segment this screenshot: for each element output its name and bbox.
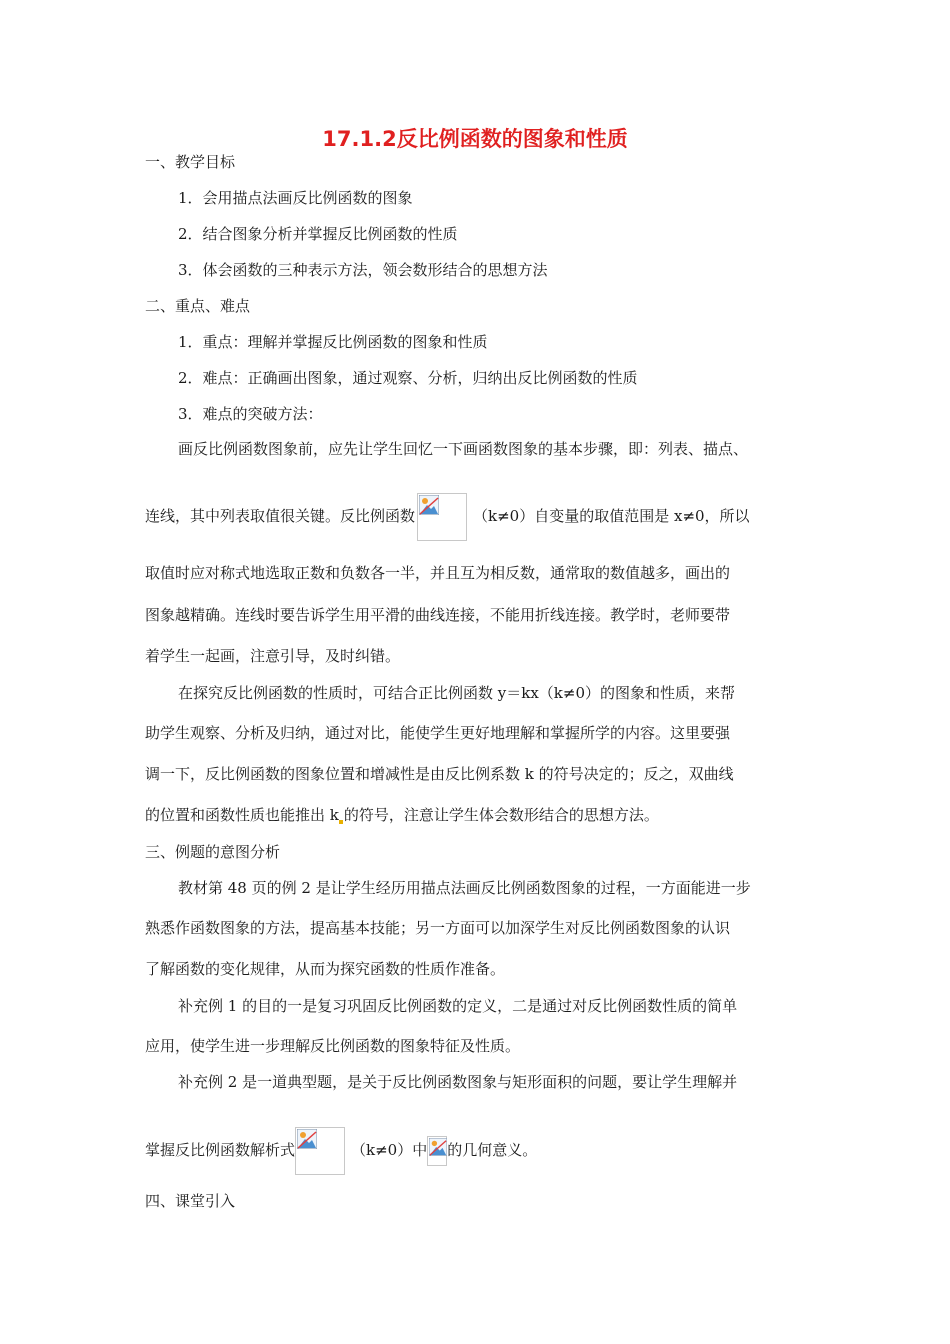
keypoint-item-1: 1．重点：理解并掌握反比例函数的图象和性质 [178, 333, 488, 351]
paragraph-line: 助学生观察、分析及归纳，通过对比，能使学生更好地理解和掌握所学的内容。这里要强 [145, 724, 731, 742]
keypoint-item-3: 3．难点的突破方法： [178, 405, 323, 423]
paragraph-line: 取值时应对称式地选取正数和负数各一半，并且互为相反数，通常取的数值越多，画出的 [145, 564, 731, 582]
text-run: 的位置和函数性质也能推出 k [145, 806, 339, 824]
section-heading-3: 三、例题的意图分析 [145, 843, 281, 861]
objective-item-3: 3．体会函数的三种表示方法，领会数形结合的思想方法 [178, 261, 548, 279]
text-run: 掌握反比例函数解析式 [145, 1141, 296, 1159]
section-heading-1: 一、教学目标 [145, 153, 236, 171]
formula-image-icon [417, 493, 467, 541]
text-run: 的符号，注意让学生体会数形结合的思想方法。 [343, 806, 659, 824]
text-run: （k≠0）中 [351, 1141, 428, 1159]
text-run: （k≠0）自变量的取值范围是 x≠0，所以 [473, 507, 750, 525]
paragraph-line: 教材第 48 页的例 2 是让学生经历用描点法画反比例函数图象的过程，一方面能进一步 [178, 879, 751, 897]
paragraph-line: 补充例 2 是一道典型题，是关于反比例函数图象与矩形面积的问题，要让学生理解并 [178, 1073, 738, 1091]
objective-item-1: 1．会用描点法画反比例函数的图象 [178, 189, 413, 207]
paragraph-line: 应用，使学生进一步理解反比例函数的图象特征及性质。 [145, 1037, 521, 1055]
paragraph-line: 图象越精确。连线时要告诉学生用平滑的曲线连接，不能用折线连接。教学时，老师要带 [145, 606, 731, 624]
paragraph-line [145, 804, 659, 826]
text-run: 的几何意义。 [447, 1141, 538, 1159]
paragraph-line: 画反比例函数图象前，应先让学生回忆一下画函数图象的基本步骤，即：列表、描点、 [178, 440, 749, 458]
keypoint-item-2: 2．难点：正确画出图象，通过观察、分析，归纳出反比例函数的性质 [178, 369, 638, 387]
paragraph-line: 熟悉作函数图象的方法，提高基本技能；另一方面可以加深学生对反比例函数图象的认识 [145, 919, 731, 937]
paragraph-line: 补充例 1 的目的一是复习巩固反比例函数的定义，二是通过对反比例函数性质的简单 [178, 997, 738, 1015]
section-heading-4: 四、课堂引入 [145, 1192, 236, 1210]
paragraph-line: 在探究反比例函数的性质时，可结合正比例函数 y＝kx（k≠0）的图象和性质，来帮 [178, 684, 735, 702]
variable-image-icon [427, 1136, 447, 1166]
paragraph-line: 调一下，反比例函数的图象位置和增减性是由反比例系数 k 的符号决定的；反之，双曲线 [145, 765, 734, 783]
formula-image-icon [295, 1127, 345, 1175]
paragraph-line [145, 493, 750, 543]
text-run: 连线，其中列表取值很关键。反比例函数 [145, 507, 416, 525]
anchor-mark [339, 820, 343, 824]
paragraph-line [145, 1127, 537, 1177]
page-title: 17.1.2反比例函数的图象和性质 [322, 127, 628, 151]
objective-item-2: 2．结合图象分析并掌握反比例函数的性质 [178, 225, 458, 243]
paragraph-line: 着学生一起画，注意引导，及时纠错。 [145, 647, 401, 665]
section-heading-2: 二、重点、难点 [145, 297, 251, 315]
paragraph-line: 了解函数的变化规律，从而为探究函数的性质作准备。 [145, 960, 506, 978]
